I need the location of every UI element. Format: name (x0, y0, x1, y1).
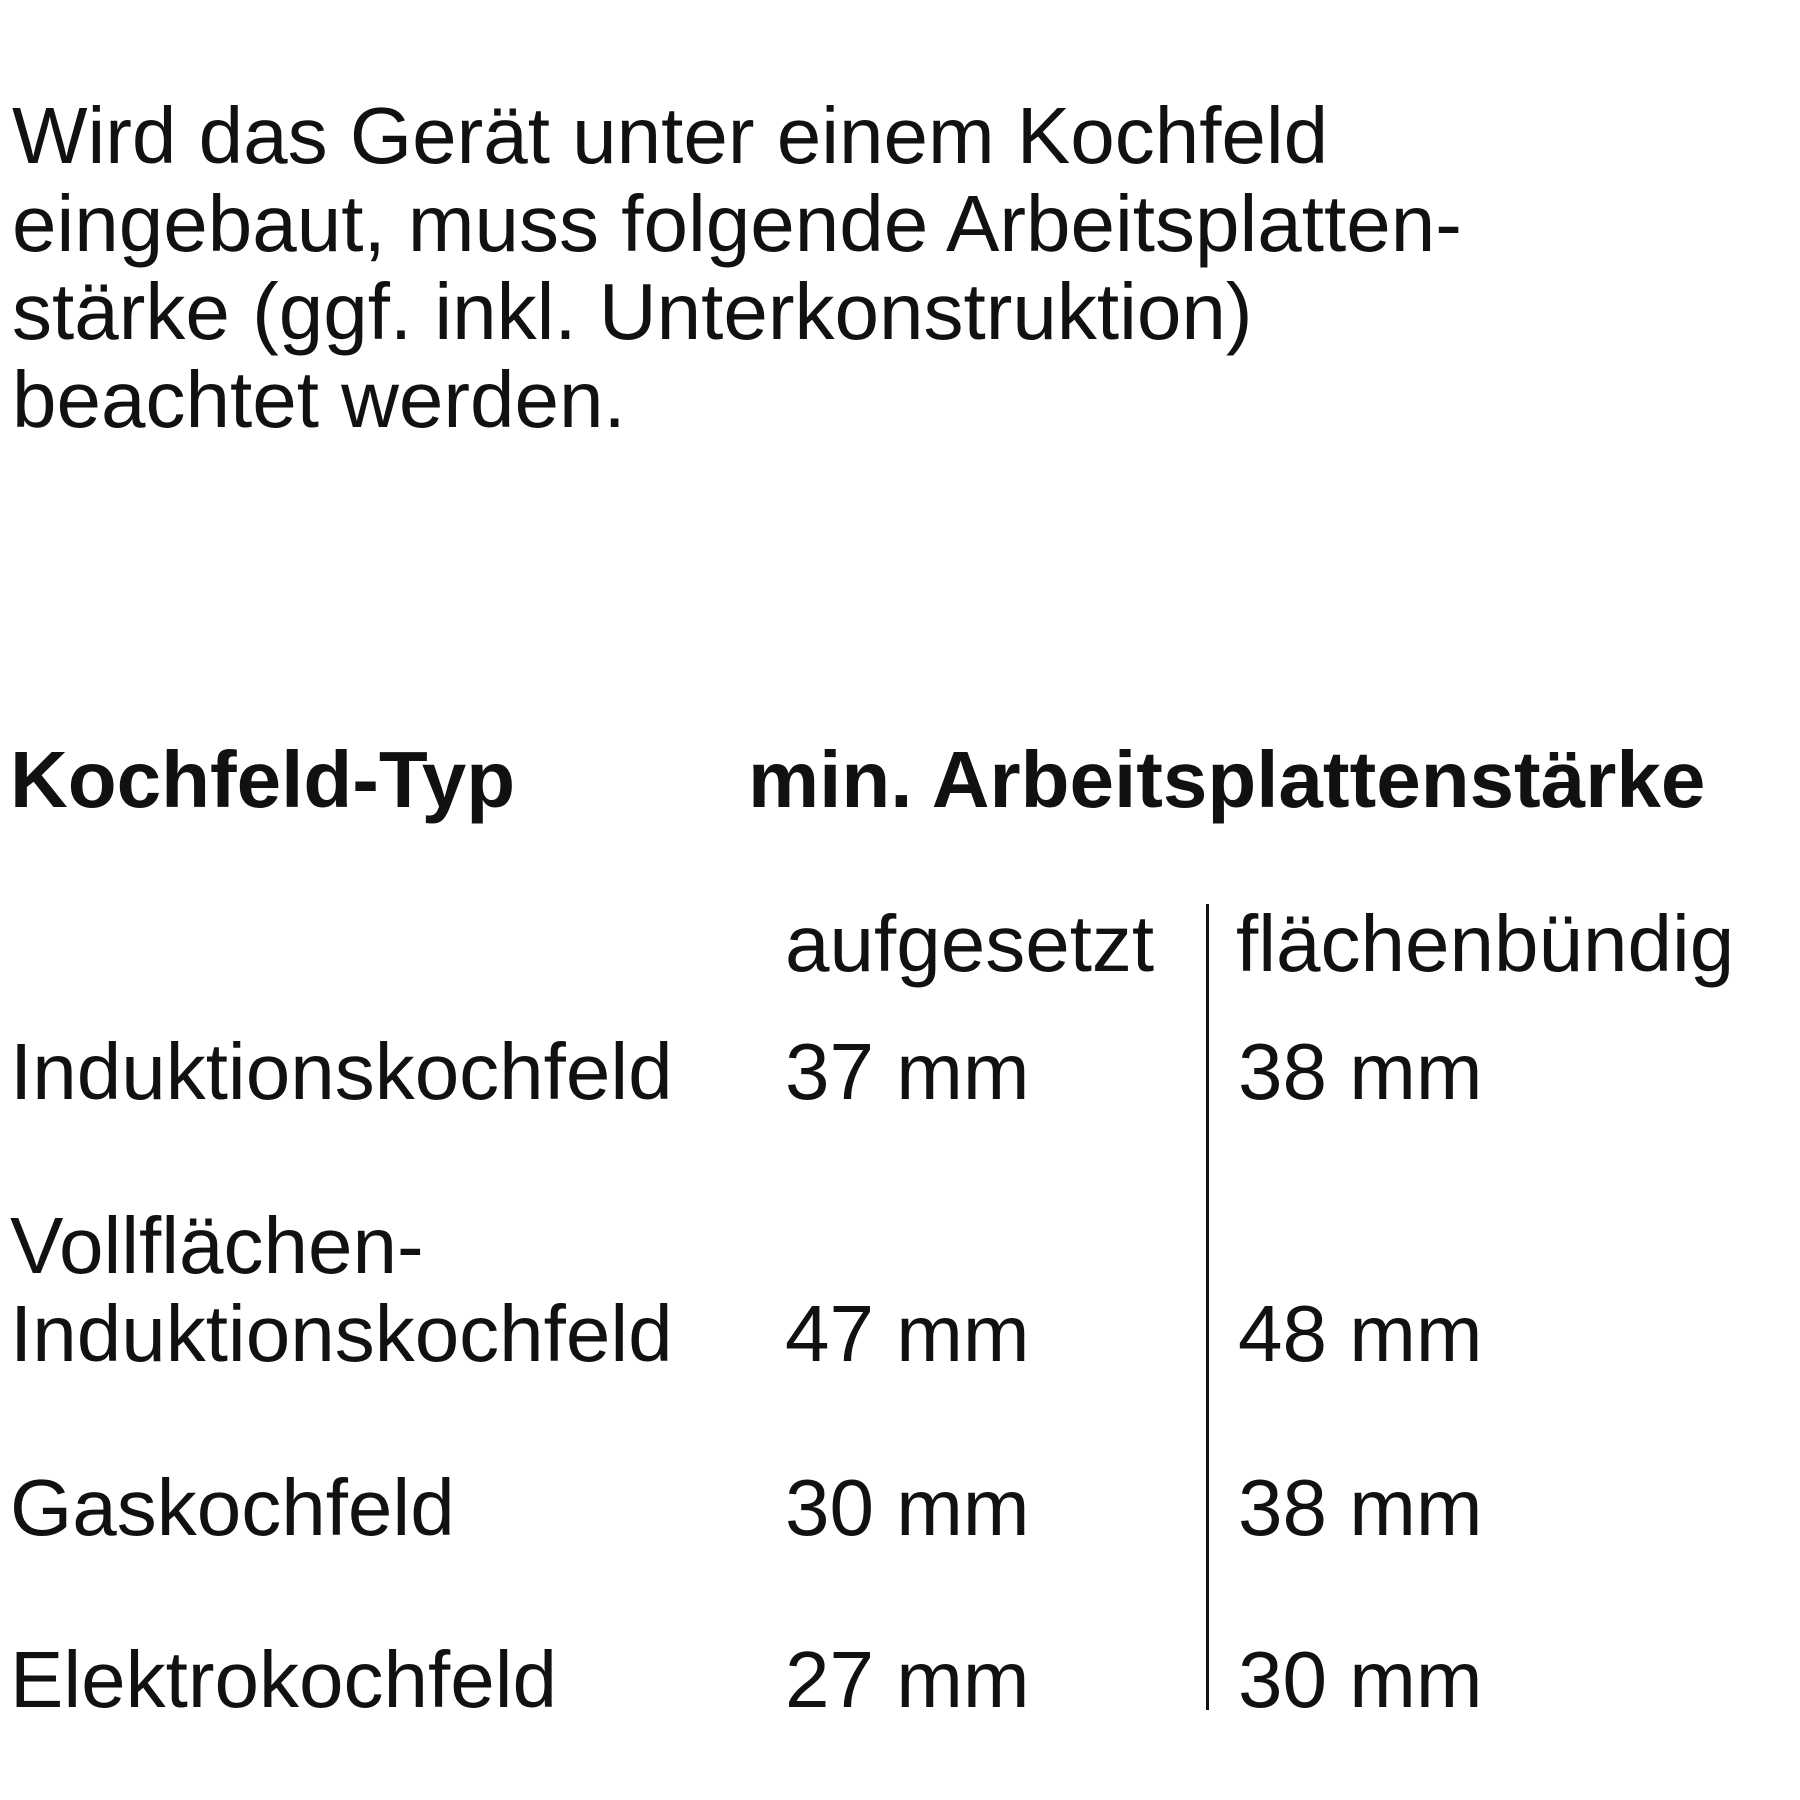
row-label: Elektrokochfeld (10, 1635, 557, 1724)
row-label: Induktionskochfeld (10, 1027, 673, 1116)
header-min-thickness: min. Arbeitsplattenstärke (748, 735, 1706, 824)
value-surface-mounted: 37 mm (785, 1027, 1030, 1116)
intro-line: beachtet werden. (12, 355, 626, 444)
value-flush-mounted: 48 mm (1238, 1289, 1483, 1378)
value-flush-mounted: 38 mm (1238, 1027, 1483, 1116)
row-label: Vollflächen- (10, 1201, 424, 1290)
intro-line: eingebaut, muss folgende Arbeitsplatten- (12, 179, 1462, 268)
value-flush-mounted: 38 mm (1238, 1463, 1483, 1552)
subheader-surface-mounted: aufgesetzt (785, 899, 1155, 988)
intro-paragraph (12, 92, 1772, 444)
row-label: Induktionskochfeld (10, 1289, 673, 1378)
value-surface-mounted: 30 mm (785, 1463, 1030, 1552)
value-surface-mounted: 47 mm (785, 1289, 1030, 1378)
value-flush-mounted: 30 mm (1238, 1635, 1483, 1724)
column-divider (1206, 904, 1209, 1710)
value-surface-mounted: 27 mm (785, 1635, 1030, 1724)
header-cooktop-type: Kochfeld-Typ (10, 735, 516, 824)
row-label: Gaskochfeld (10, 1463, 455, 1552)
intro-line: Wird das Gerät unter einem Kochfeld (12, 91, 1329, 180)
intro-line: stärke (ggf. inkl. Unterkonstruktion) (12, 267, 1253, 356)
subheader-flush-mounted: flächenbündig (1236, 899, 1735, 988)
